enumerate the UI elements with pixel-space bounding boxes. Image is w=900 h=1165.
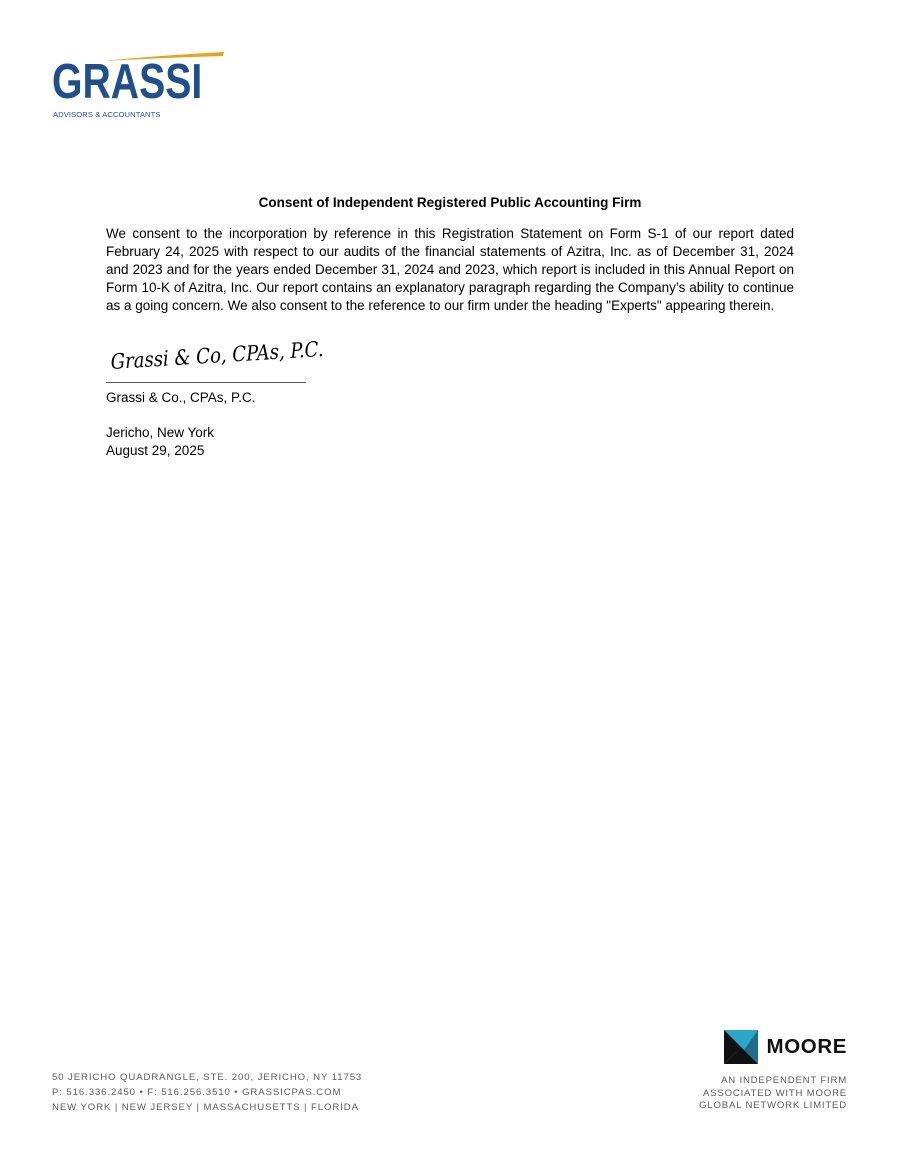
signature [106, 337, 325, 388]
signature-line [106, 382, 306, 383]
footer-contact: P: 516.336.2450 • F: 516.256.3510 • GRASSICPAS.COM [52, 1087, 342, 1099]
location-date-block [106, 424, 214, 459]
moore-wordmark: MOORE [766, 1035, 847, 1058]
moore-tagline [699, 1075, 847, 1113]
location: Jericho, New York [106, 425, 215, 440]
moore-mark-icon [724, 1030, 758, 1064]
date: August 29, 2025 [106, 442, 205, 458]
document-title: Consent of Independent Registered Public Accounting Firm [258, 195, 642, 210]
signature-script: Grassi & Co, CPAs, P.C. [110, 337, 325, 374]
moore-tagline-line: GLOBAL NETWORK LIMITED [699, 1100, 847, 1112]
firm-name: Grassi & Co., CPAs, P.C. [106, 390, 256, 405]
moore-tagline-line: AN INDEPENDENT FIRM [721, 1075, 847, 1086]
consent-paragraph: We consent to the incorporation by reference in this Registration Statement on Form S-1 of our report dated February 24, 2025 with respect to our audits of the financial statements of Azitra, Inc. as of December 31, 2024 and 2023 and for the years ended December 31, 2024 and 2023, which report is included in this Annual Report on Form 10-K of Azitra, Inc. Our report contains an explanatory paragraph regarding the Company’s ability to continue as a going concern. We also consent to the reference to our firm under the heading "Experts" appearing therein. [106, 226, 794, 314]
moore-tagline-line: ASSOCIATED WITH MOORE [702, 1087, 847, 1099]
moore-logo [724, 1030, 847, 1064]
footer-address-block [52, 1070, 362, 1116]
logo-tagline: ADVISORS & ACCOUNTANTS [53, 110, 161, 119]
footer-offices: NEW YORK | NEW JERSEY | MASSACHUSETTS | FLORIDA [52, 1102, 359, 1114]
footer-address: 50 JERICHO QUADRANGLE, STE. 200, JERICHO, NY 11753 [52, 1072, 363, 1083]
grassi-logo [52, 52, 203, 122]
logo-wordmark: GRASSI [52, 55, 203, 109]
moore-block [597, 1030, 847, 1115]
